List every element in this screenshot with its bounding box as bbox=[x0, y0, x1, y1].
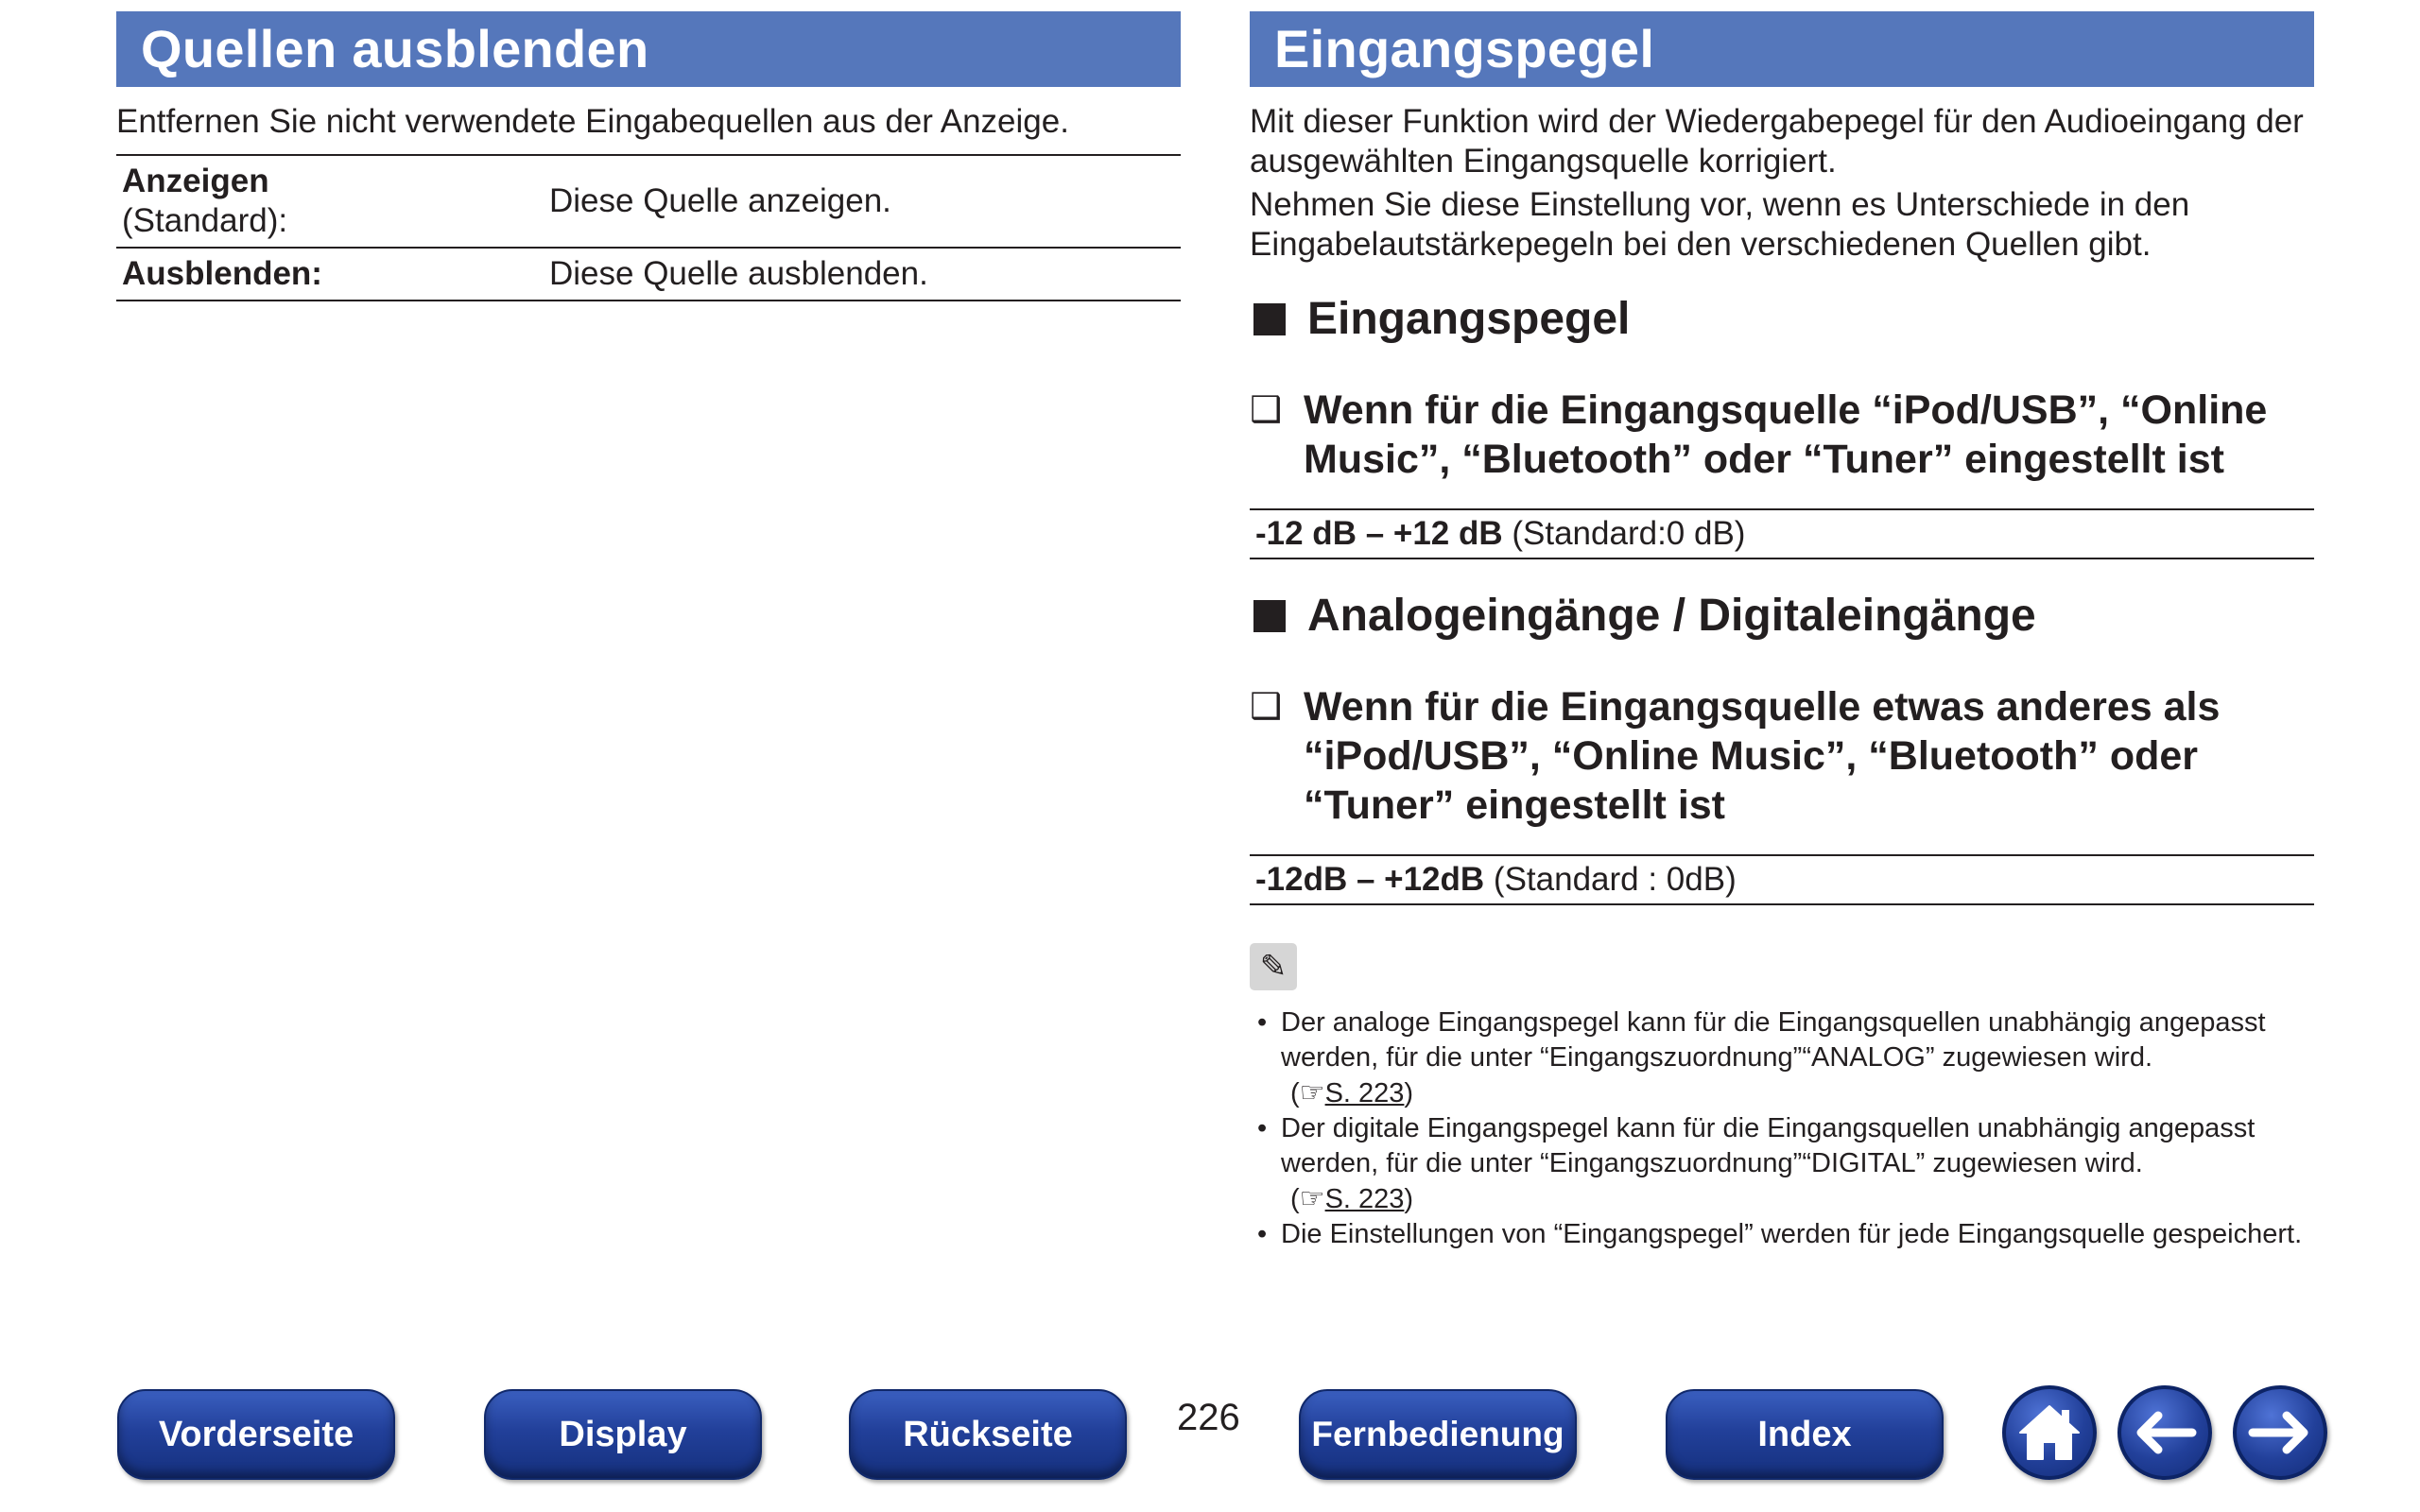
list-item bbox=[1250, 1005, 2314, 1111]
range-value: -12 dB – +12 dB bbox=[1255, 515, 1503, 552]
list-item bbox=[1250, 1111, 2314, 1217]
display-button[interactable]: Display bbox=[484, 1389, 762, 1480]
left-column bbox=[116, 11, 1181, 301]
range-default: (Standard : 0dB) bbox=[1484, 861, 1737, 898]
option-value: Diese Quelle anzeigen. bbox=[544, 155, 1181, 248]
square-bullet-icon bbox=[1253, 600, 1286, 632]
remote-control-button[interactable]: Fernbedienung bbox=[1299, 1389, 1577, 1480]
range-default: (Standard:0 dB) bbox=[1502, 515, 1746, 552]
right-column bbox=[1250, 11, 2314, 1252]
back-button[interactable] bbox=[2118, 1385, 2212, 1480]
front-panel-button[interactable]: Vorderseite bbox=[117, 1389, 395, 1480]
condition-text: Wenn für die Eingangsquelle “iPod/USB”, “Online Music”, “Bluetooth” oder “Tuner” eingestellt ist bbox=[1304, 387, 2268, 482]
input-level-intro-2: Nehmen Sie diese Einstellung vor, wenn es Unterschiede in den Eingabelautstärkepegeln bei den verschiedenen Quellen gibt. bbox=[1250, 186, 2190, 263]
home-button[interactable] bbox=[2002, 1385, 2097, 1480]
input-level-intro-1: Mit dieser Funktion wird der Wiedergabepegel für den Audioeingang der ausgewählten Eingangsquelle korrigiert. bbox=[1250, 103, 2304, 180]
arrow-right-icon bbox=[2247, 1409, 2313, 1456]
index-button[interactable]: Index bbox=[1666, 1389, 1944, 1480]
page-number: 226 bbox=[1177, 1397, 1240, 1438]
note-text: Die Einstellungen von “Eingangspegel” werden für jede Eingangsquelle gespeichert. bbox=[1281, 1219, 2303, 1249]
condition-text: Wenn für die Eingangsquelle etwas anderes als “iPod/USB”, “Online Music”, “Bluetooth” oder “Tuner” eingestellt ist bbox=[1304, 684, 2221, 828]
option-value: Diese Quelle ausblenden. bbox=[544, 248, 1181, 301]
option-label-main: Ausblenden: bbox=[122, 255, 322, 292]
subheading-text: Eingangspegel bbox=[1307, 294, 1631, 344]
section-title-input-level: Eingangspegel bbox=[1250, 11, 2314, 87]
range-row-2 bbox=[1250, 854, 2314, 905]
range-value: -12dB – +12dB bbox=[1255, 861, 1485, 898]
page-reference[interactable]: (☞S. 223) bbox=[1290, 1183, 1414, 1214]
rear-panel-button[interactable]: Rückseite bbox=[849, 1389, 1127, 1480]
pointing-hand-icon: ☞ bbox=[1299, 1183, 1325, 1214]
square-bullet-icon bbox=[1253, 303, 1286, 335]
condition-heading-2 bbox=[1250, 682, 2314, 830]
list-item bbox=[1250, 1217, 2314, 1252]
subheading-text: Analogeingänge / Digitaleingänge bbox=[1307, 591, 2036, 641]
forward-button[interactable] bbox=[2233, 1385, 2327, 1480]
pencil-note-icon: ✎ bbox=[1250, 943, 1297, 990]
option-label-default: (Standard): bbox=[122, 202, 288, 239]
option-label bbox=[116, 248, 544, 301]
condition-heading-1 bbox=[1250, 386, 2314, 484]
page-link[interactable]: S. 223 bbox=[1324, 1078, 1405, 1108]
hide-sources-options-table bbox=[116, 154, 1181, 301]
section-title-hide-sources: Quellen ausblenden bbox=[116, 11, 1181, 87]
option-label-main: Anzeigen bbox=[122, 163, 269, 199]
note-text: Der digitale Eingangspegel kann für die Eingangsquellen unabhängig angepasst werden, für die unter “Eingangszuordnung”“DIGITAL” zugewiesen wird. bbox=[1281, 1113, 2256, 1178]
checkbox-outline-icon: ❑ bbox=[1250, 687, 1283, 727]
checkbox-outline-icon: ❑ bbox=[1250, 390, 1283, 430]
page-link[interactable]: S. 223 bbox=[1324, 1184, 1405, 1214]
hide-sources-intro: Entfernen Sie nicht verwendete Eingabequellen aus der Anzeige. bbox=[116, 103, 1069, 140]
table-row bbox=[116, 248, 1181, 301]
note-text: Der analoge Eingangspegel kann für die Eingangsquellen unabhängig angepasst werden, für die unter “Eingangszuordnung”“ANALOG” zugewiesen wird. bbox=[1281, 1007, 2266, 1073]
arrow-left-icon bbox=[2132, 1409, 2198, 1456]
page-reference[interactable]: (☞S. 223) bbox=[1290, 1077, 1414, 1108]
option-label bbox=[116, 155, 544, 248]
table-row bbox=[116, 155, 1181, 248]
pointing-hand-icon: ☞ bbox=[1299, 1077, 1325, 1108]
subheading-analog-digital bbox=[1250, 590, 2314, 643]
range-row-1 bbox=[1250, 508, 2314, 559]
home-icon bbox=[2016, 1402, 2083, 1463]
notes-list bbox=[1250, 1005, 2314, 1252]
subheading-input-level bbox=[1250, 293, 2314, 346]
